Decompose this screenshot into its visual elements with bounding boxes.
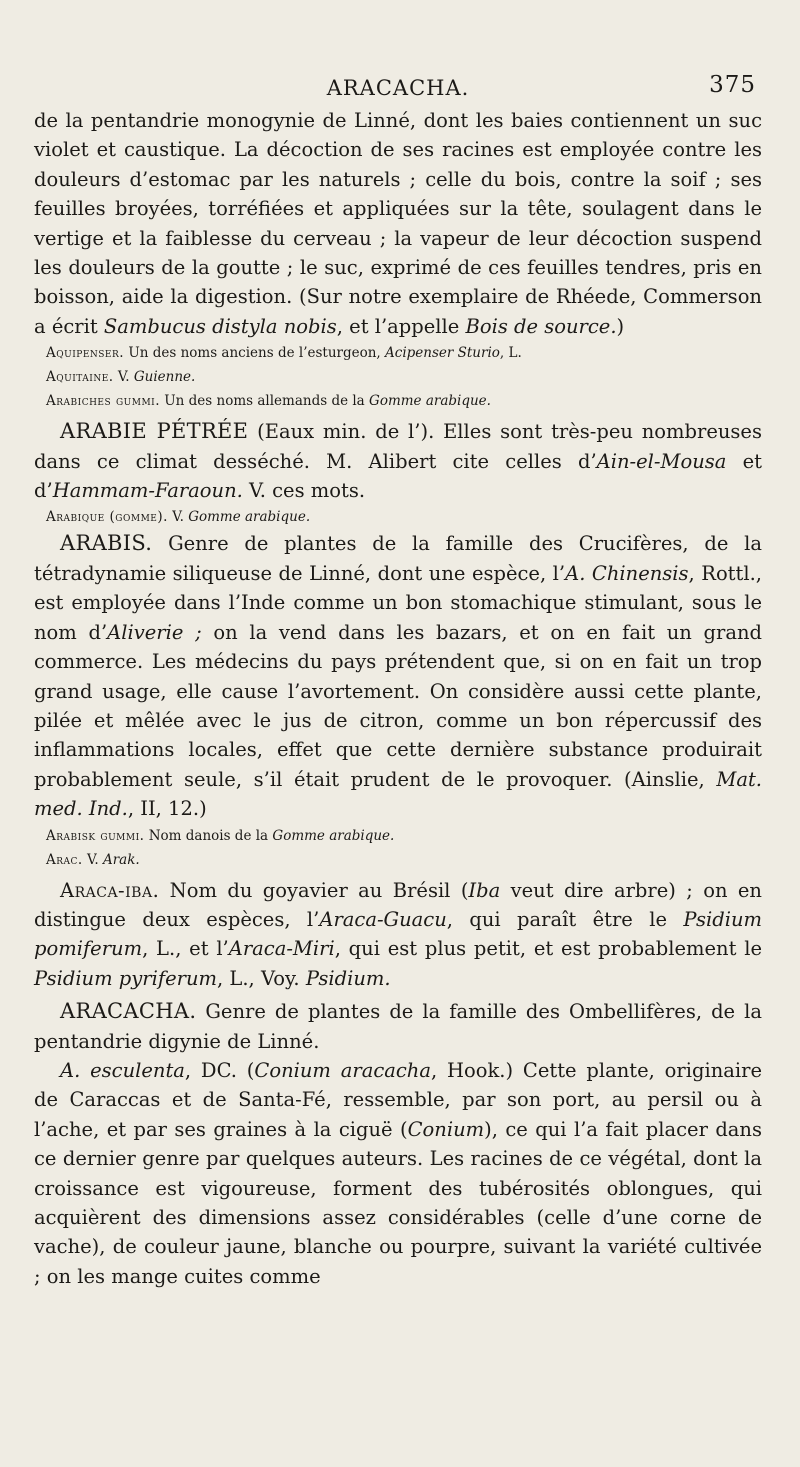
running-title: ARACACHA. (326, 76, 470, 100)
entry-text: , L. (499, 345, 522, 362)
italic-term: Arak. (102, 851, 140, 868)
paragraph-text: de la pentandrie monogynie de Linné, dont les baies contiennent un suc violet et caustique. La décoction de ses racines est employée contre les douleurs d’estomac par les naturels ; celle du bois, contre la soif ; ses feuilles broyées, torréfiées et appliquées sur la tête, soulagent dans le vertige et la faiblesse du cerveau ; la vapeur de leur décoction suspend les douleurs de la goutte ; le suc, exprimé de ces feuilles tendres, pris en boisson, aide la digestion. (Sur notre exemplaire de Rhéede, Commerson a écrit (34, 109, 762, 338)
entry-text: V. (82, 851, 103, 868)
italic-term: Conium (407, 1117, 485, 1141)
entry-headword: Aquitaine. (46, 369, 114, 386)
page-body (34, 106, 762, 1291)
entry-arabie-petree (34, 417, 762, 505)
entry-headword: Arabique (gomme). (46, 509, 168, 526)
entry-text: Un des noms anciens de l’esturgeon, (124, 345, 386, 362)
entry-text: V. (167, 509, 189, 526)
italic-term: Araca-Miri (228, 937, 335, 961)
minor-entry-arabisk-gummi (34, 824, 762, 848)
entry-text: V. (113, 369, 134, 386)
entry-text: V. ces mots. (242, 479, 366, 503)
italic-term: A. esculenta (60, 1058, 185, 1082)
italic-term: Gomme arabique. (369, 393, 491, 410)
running-header (34, 72, 762, 106)
paragraph-text: ) (616, 314, 625, 338)
italic-term: Psidium. (305, 966, 391, 990)
entry-text: Genre de plantes de la famille des Crucifères, de la tétradynamie siliqueuse de Linné, dont une espèce, l’ (34, 532, 762, 585)
italic-term: Gomme arabique. (188, 509, 311, 526)
italic-term: Mat. med. Ind. (34, 767, 762, 821)
entry-text: , II, 12.) (127, 797, 207, 821)
italic-term: Psidium pomiferum (34, 907, 762, 961)
entry-text: , DC. ( (184, 1058, 255, 1082)
minor-entry-arabiches-gummi (34, 389, 762, 413)
italic-term: Bois de source. (465, 314, 617, 338)
entry-text: veut dire arbre) ; on en distingue deux espèces, l’ (34, 878, 762, 931)
italic-term: A. Chinensis (565, 561, 689, 585)
entry-text: , L., et l’ (142, 937, 229, 961)
entry-text: ), ce qui l’a fait placer dans ce dernier genre par quelques auteurs. Les racines de ce végétal, dont la croissance est vigoureuse, forment des tubérosités oblongues, qui acquièrent des dimensions assez considérables (celle d’une corne de vache), de couleur jaune, blanche ou pourpre, suivant la variété cultivée ; on les mange cuites comme (34, 1117, 762, 1288)
minor-entry-arabique-gomme (34, 505, 762, 529)
entry-text: , Rottl., est employée dans l’Inde comme un bon stomachique stimulant, sous le nom d’ (34, 561, 762, 644)
entry-text: , qui est plus petit, et est probablement le (334, 937, 762, 961)
entry-text: on la vend dans les bazars, et on en fait un grand commerce. Les médecins du pays prétendent que, si on en fait un trop grand usage, elle cause l’avortement. On considère aussi cette plante, pilée et mêlée avec le jus de citron, comme un bon répercussif des inflammations locales, effet que cette dernière substance produirait probablement seule, s’il était prudent de le provoquer. (Ainslie, (34, 620, 763, 791)
italic-term: Araca-Guacu (319, 907, 447, 931)
entry-text: Nom du goyavier au Brésil ( (159, 878, 469, 902)
entry-aracacha (34, 997, 762, 1056)
minor-entry-aquipenser (34, 341, 762, 365)
page-number: 375 (709, 72, 756, 98)
entry-headword: Araca-iba. (60, 878, 160, 902)
entry-araca-iba (34, 876, 762, 994)
entry-text: , L., Voy. (217, 966, 306, 990)
entry-aracacha-esculenta (34, 1056, 762, 1291)
entry-text: et d’ (34, 449, 763, 503)
minor-entry-arac (34, 848, 762, 872)
entry-headword: ARABIE PÉTRÉE (60, 419, 249, 444)
italic-term: Ain-el-Mousa (596, 449, 727, 473)
italic-term: Aliverie ; (107, 620, 202, 644)
entry-arabis (34, 529, 762, 823)
paragraph-text: , et l’appelle (336, 314, 466, 338)
entry-text: Nom danois de la (144, 827, 273, 844)
entry-headword: Aquipenser. (46, 345, 125, 362)
italic-term: Psidium pyriferum (34, 966, 217, 990)
continued-paragraph (34, 106, 762, 341)
minor-entry-aquitaine (34, 365, 762, 389)
italic-term: Conium aracacha (254, 1058, 431, 1082)
italic-term: Acipenser Sturio (385, 345, 500, 362)
entry-text: (Eaux min. de l’). Elles sont très-peu nombreuses dans ce climat desséché. M. Alibert cite celles d’ (34, 420, 762, 473)
entry-headword: Arabiches gummi. (46, 393, 161, 410)
entry-headword: Arac. (46, 851, 83, 868)
entry-headword: ARABIS. (60, 531, 153, 556)
italic-term: Hammam-Faraoun. (52, 479, 243, 503)
italic-term: Guienne. (133, 369, 196, 386)
italic-term: Iba (468, 878, 501, 902)
italic-term: Gomme arabique. (272, 827, 395, 844)
entry-text: Genre de plantes de la famille des Ombellifères, de la pentandrie digynie de Linné. (34, 1000, 762, 1053)
italic-term: Sambucus distyla nobis (103, 314, 337, 338)
entry-text: , Hook.) Cette plante, originaire de Caraccas et de Santa-Fé, ressemble, par son port, au persil ou à l’ache, et par ses graines à la ciguë ( (34, 1058, 762, 1141)
entry-headword: Arabisk gummi. (46, 827, 145, 844)
entry-headword: ARACACHA. (60, 999, 197, 1024)
entry-text: , qui paraît être le (446, 907, 684, 931)
entry-text: Un des noms allemands de la (160, 393, 370, 410)
